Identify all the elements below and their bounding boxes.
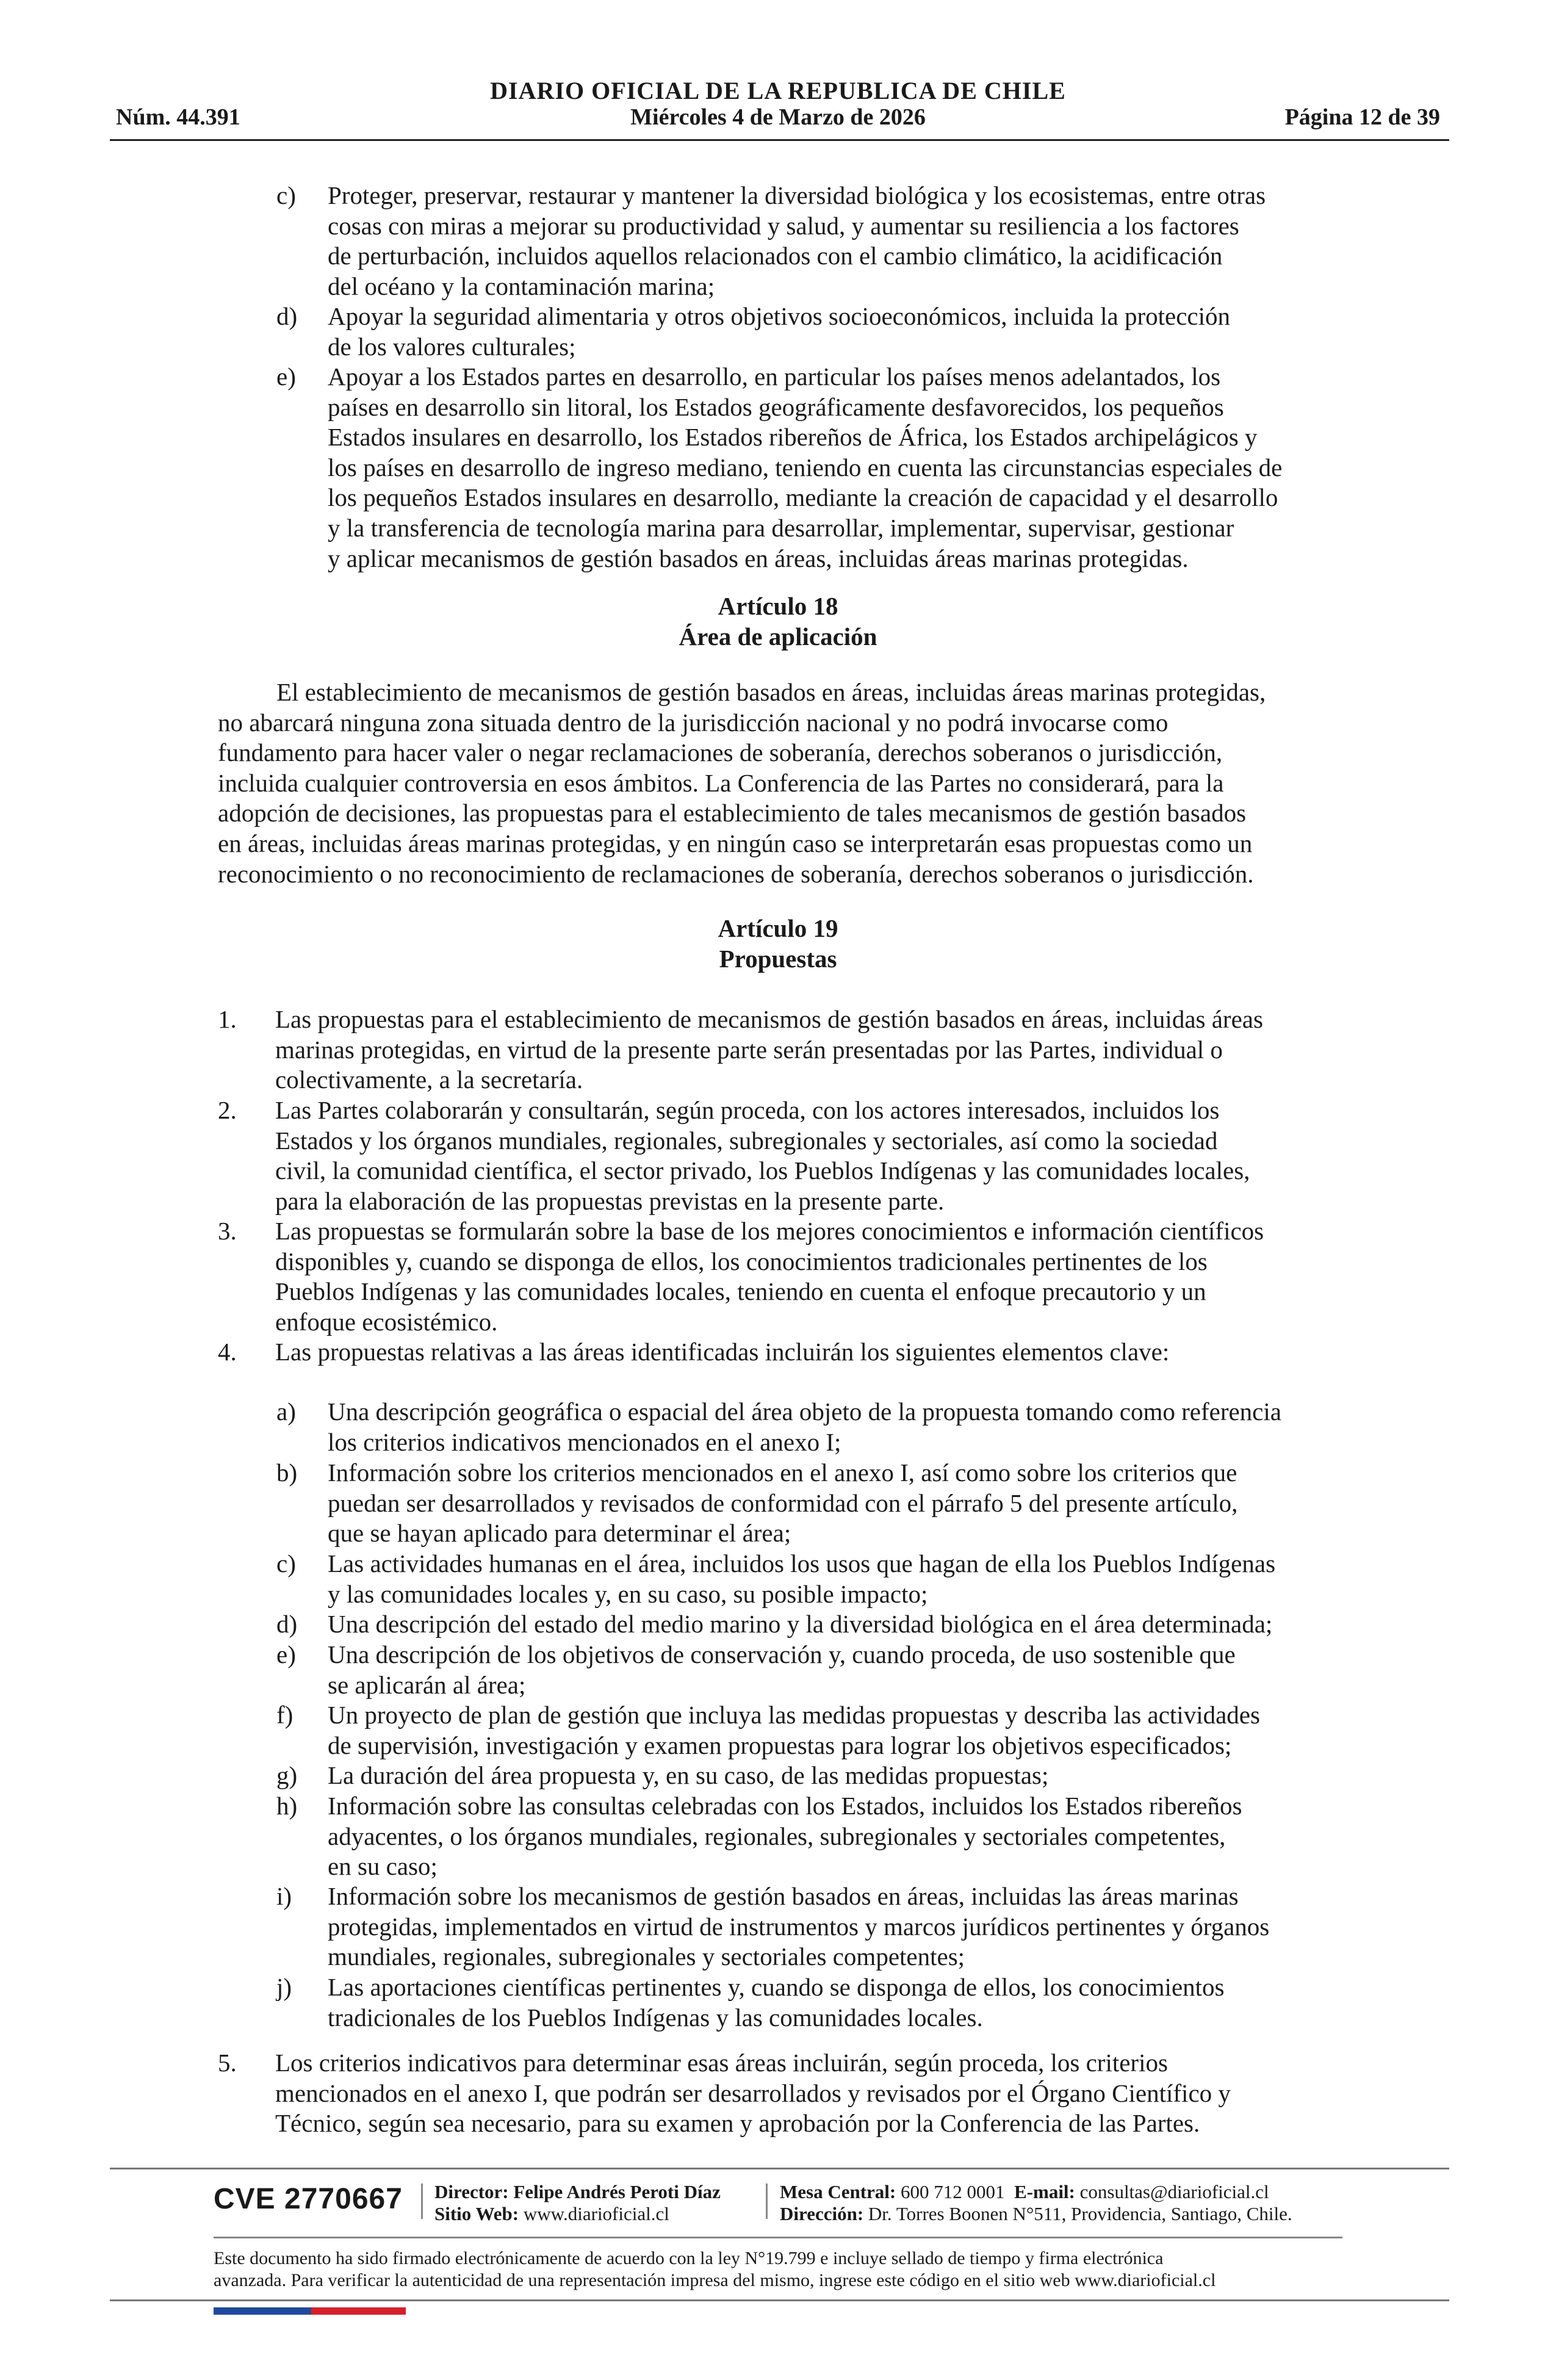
sub-item-label: b) bbox=[276, 1459, 298, 1487]
numbered-item-text: Las propuestas para el establecimiento de mecanismos de gestión basados en áreas, incluidas áreas marinas protegidas, en virtud de la presente parte serán presentadas por las Partes, individual o colectivamente, a la secretaría. bbox=[275, 1005, 1263, 1094]
signature-notice: Este documento ha sido firmado electrónicamente de acuerdo con la ley N°19.799 e incluye sellado de tiempo y firma electrónica avanzada. Para verificar la autenticidad de una representación impresa del mismo, ingrese este código en el sitio web www.diarioficial.cl bbox=[214, 2248, 1216, 2290]
article-18-heading: Artículo 18 bbox=[718, 592, 838, 620]
sub-item-text: Una descripción geográfica o espacial del área objeto de la propuesta tomando como referencia los criterios indicativos mencionados en el anexo I; bbox=[328, 1397, 1281, 1456]
flag-bar-red bbox=[311, 2307, 406, 2315]
email-link[interactable]: consultas@diarioficial.cl bbox=[1079, 2181, 1269, 2202]
numbered-item-label: 1. bbox=[218, 1005, 237, 1033]
numbered-item-label: 3. bbox=[218, 1217, 237, 1245]
newspaper-title: DIARIO OFICIAL DE LA REPUBLICA DE CHILE bbox=[490, 77, 1066, 104]
footer-address: Dirección: Dr. Torres Boonen N°511, Providencia, Santiago, Chile. bbox=[780, 2203, 1292, 2224]
issue-number: Núm. 44.391 bbox=[116, 104, 240, 130]
list-item-text: Apoyar a los Estados partes en desarrollo, en particular los países menos adelantados, los países en desarrollo sin litoral, los Estados geográficamente desfavorecidos, los pequeños Estados insulares en desarrollo, los Estados ribereños de África, los Estados archipelágicos y los países en desarrollo de ingreso mediano, teniendo en cuenta las circunstancias especiales de los pequeños Estados insulares en desarrollo, mediante la creación de capacidad y el desarrollo y la transferencia de tecnología marina para desarrollar, implementar, supervisar, gestionar y aplicar mecanismos de gestión basados en áreas, incluidas áreas marinas protegidas. bbox=[328, 362, 1283, 572]
list-item-text: Apoyar la seguridad alimentaria y otros objetivos socioeconómicos, incluida la protección de los valores culturales; bbox=[328, 302, 1230, 361]
footer-separator bbox=[421, 2183, 423, 2219]
footer-website: Sitio Web: www.diarioficial.cl bbox=[434, 2203, 669, 2224]
sub-item-text: Una descripción del estado del medio marino y la diversidad biológica en el área determinada; bbox=[328, 1610, 1273, 1638]
footer-separator bbox=[766, 2183, 768, 2219]
numbered-item-label: 4. bbox=[218, 1338, 237, 1366]
sub-item-label: e) bbox=[276, 1640, 296, 1668]
sub-item-text: Información sobre las consultas celebradas con los Estados, incluidos los Estados ribereños adyacentes, o los órganos mundiales, regionales, subregionales y sectoriales competentes, en su caso; bbox=[328, 1792, 1242, 1881]
numbered-item-label: 2. bbox=[218, 1096, 237, 1124]
header-divider bbox=[110, 139, 1449, 141]
article-19-subheading: Propuestas bbox=[719, 945, 837, 973]
list-item-label: c) bbox=[276, 181, 296, 209]
issue-date: Miércoles 4 de Marzo de 2026 bbox=[630, 104, 926, 130]
footer-divider-top bbox=[110, 2168, 1449, 2169]
sub-item-text: Un proyecto de plan de gestión que incluya las medidas propuestas y describa las actividades de supervisión, investigación y examen propuestas para lograr los objetivos especificados; bbox=[328, 1701, 1260, 1759]
list-item-text: Proteger, preservar, restaurar y mantener la diversidad biológica y los ecosistemas, entre otras cosas con miras a mejorar su productividad y salud, y aumentar su resiliencia a los factores de perturbación, incluidos aquellos relacionados con el cambio climático, la acidificación del océano y la contaminación marina; bbox=[328, 181, 1266, 300]
list-item-label: e) bbox=[276, 362, 296, 391]
cve-code: CVE 2770667 bbox=[214, 2183, 403, 2215]
footer-contact: Mesa Central: 600 712 0001 E-mail: consultas@diarioficial.cl bbox=[780, 2181, 1269, 2202]
sub-item-label: j) bbox=[276, 1973, 292, 2001]
article-18-subheading: Área de aplicación bbox=[679, 622, 877, 651]
sub-item-label: d) bbox=[276, 1610, 298, 1638]
numbered-item-text: Las propuestas se formularán sobre la base de los mejores conocimientos e información científicos disponibles y, cuando se disponga de ellos, los conocimientos tradicionales pertinentes de los Pueblos Indígenas y las comunidades locales, teniendo en cuenta el enfoque precautorio y un enfoque ecosistémico. bbox=[275, 1217, 1264, 1336]
sub-item-label: c) bbox=[276, 1549, 296, 1578]
sub-item-label: a) bbox=[276, 1397, 296, 1426]
sub-item-label: h) bbox=[276, 1792, 298, 1820]
sub-item-text: Las actividades humanas en el área, incluidos los usos que hagan de ella los Pueblos Indígenas y las comunidades locales y, en su caso, su posible impacto; bbox=[328, 1549, 1276, 1608]
page-number: Página 12 de 39 bbox=[1284, 104, 1440, 130]
sub-item-text: La duración del área propuesta y, en su caso, de las medidas propuestas; bbox=[328, 1761, 1049, 1789]
sub-item-label: i) bbox=[276, 1882, 292, 1910]
article-19-heading: Artículo 19 bbox=[718, 914, 838, 942]
numbered-item-text: Las propuestas relativas a las áreas identificadas incluirán los siguientes elementos clave: bbox=[275, 1338, 1170, 1366]
footer-divider-middle bbox=[214, 2237, 1342, 2238]
sub-item-text: Información sobre los criterios mencionados en el anexo I, así como sobre los criterios que puedan ser desarrollados y revisados de conformidad con el párrafo 5 del presente artículo, que se hayan aplicado para determinar el área; bbox=[328, 1459, 1238, 1548]
numbered-item-text: Los criterios indicativos para determinar esas áreas incluirán, según proceda, los criterios mencionados en el anexo I, que podrán ser desarrollados y revisados por el Órgano Científico y Técnico, según sea necesario, para su examen y aprobación por la Conferencia de las Partes. bbox=[275, 2049, 1231, 2138]
website-link[interactable]: www.diarioficial.cl bbox=[523, 2203, 669, 2224]
sub-item-text: Información sobre los mecanismos de gestión basados en áreas, incluidas las áreas marinas protegidas, implementados en virtud de instrumentos y marcos jurídicos pertinentes y órganos mundiales, regionales, subregionales y sectoriales competentes; bbox=[328, 1882, 1270, 1971]
sub-item-text: Una descripción de los objetivos de conservación y, cuando proceda, de uso sostenible que se aplicarán al área; bbox=[328, 1640, 1236, 1699]
sub-item-text: Las aportaciones científicas pertinentes y, cuando se disponga de ellos, los conocimientos tradicionales de los Pueblos Indígenas y las comunidades locales. bbox=[328, 1973, 1225, 2032]
sub-item-label: g) bbox=[276, 1761, 298, 1789]
flag-bar-blue bbox=[214, 2307, 311, 2315]
footer-divider-bottom bbox=[110, 2299, 1449, 2301]
footer-director: Director: Felipe Andrés Peroti Díaz bbox=[434, 2181, 721, 2202]
article-18-paragraph: El establecimiento de mecanismos de gestión basados en áreas, incluidas áreas marinas protegidas, no abarcará ninguna zona situada dentro de la jurisdicción nacional y no podrá invocarse como fundamento para hacer valer o negar reclamaciones de soberanía, derechos soberanos o jurisdicción, incluida cualquier controversia en esos ámbitos. La Conferencia de las Partes no considerará, para la adopción de decisiones, las propuestas para el establecimiento de tales mecanismos de gestión basados en áreas, incluidas áreas marinas protegidas, y en ningún caso se interpretarán esas propuestas como un reconocimiento o no reconocimiento de reclamaciones de soberanía, derechos soberanos o jurisdicción. bbox=[218, 678, 1266, 888]
numbered-item-text: Las Partes colaborarán y consultarán, según proceda, con los actores interesados, incluidos los Estados y los órganos mundiales, regionales, subregionales y sectoriales, así como la sociedad civil, la comunidad científica, el sector privado, los Pueblos Indígenas y las comunidades locales, para la elaboración de las propuestas previstas en la presente parte. bbox=[275, 1096, 1250, 1215]
sub-item-label: f) bbox=[276, 1701, 294, 1729]
numbered-item-label: 5. bbox=[218, 2049, 237, 2077]
list-item-label: d) bbox=[276, 302, 298, 330]
